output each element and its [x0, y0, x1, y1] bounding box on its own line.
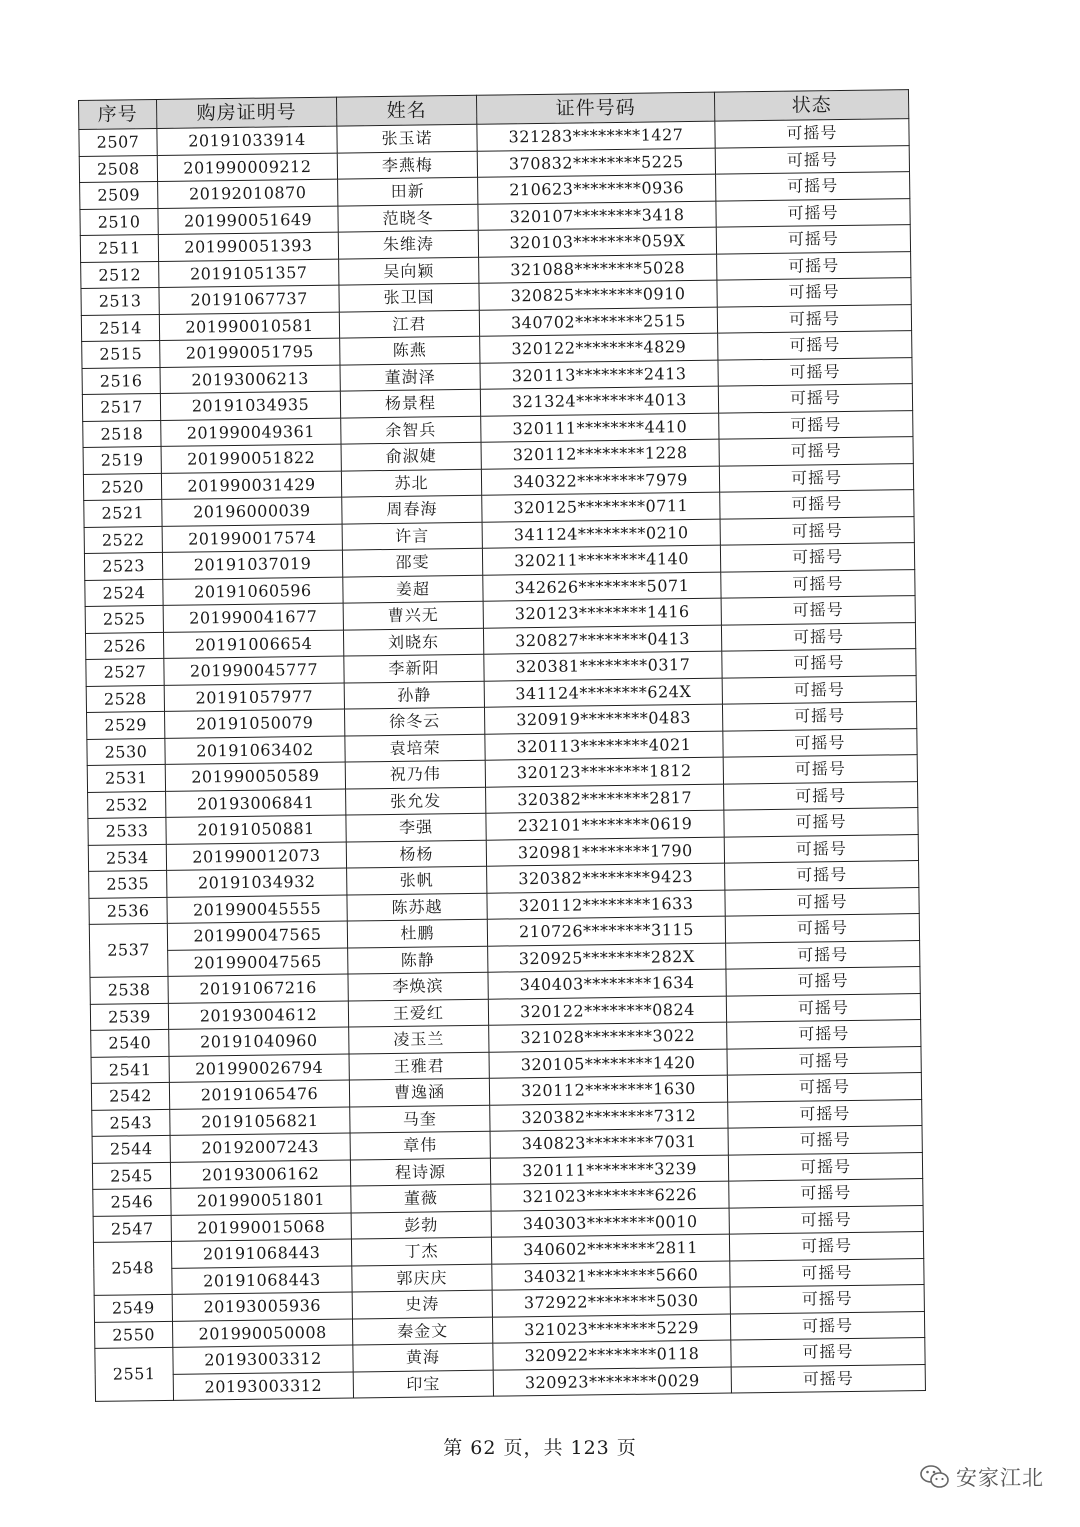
cell-status: 可摇号: [729, 1205, 923, 1234]
cell-cert-no: 20191050079: [165, 709, 345, 738]
cell-status: 可摇号: [726, 993, 920, 1022]
cell-id-no: 340322********7979: [481, 466, 719, 496]
cell-id-no: 320107********3418: [478, 201, 716, 231]
cell-id-no: 320382********9423: [487, 863, 725, 893]
cell-name: 张帆: [347, 866, 487, 894]
cell-seq: 2538: [90, 976, 168, 1004]
cell-name: 张卫国: [339, 283, 479, 311]
cell-id-no: 320122********4829: [480, 333, 718, 363]
cell-cert-no: 20191050881: [166, 815, 346, 844]
cell-seq: 2528: [86, 685, 164, 713]
cell-id-no: 320113********2413: [480, 360, 718, 390]
header-seq: 序号: [79, 99, 157, 129]
cell-seq: 2534: [88, 844, 166, 872]
cell-seq: 2535: [89, 870, 167, 898]
cell-status: 可摇号: [718, 384, 912, 413]
cell-id-no: 321028********3022: [489, 1022, 727, 1052]
cell-seq: 2533: [88, 817, 166, 845]
cell-status: 可摇号: [725, 861, 919, 890]
cell-name: 许言: [342, 522, 482, 550]
cell-status: 可摇号: [728, 1099, 922, 1128]
cell-cert-no: 20193006213: [160, 365, 340, 394]
cell-seq: 2545: [92, 1162, 170, 1190]
cell-cert-no: 201990051795: [160, 338, 340, 367]
cell-cert-no: 20191051357: [159, 259, 339, 288]
page-number: 第 62 页，共 123 页: [443, 1437, 637, 1459]
cell-name: 吴向颖: [339, 257, 479, 285]
cell-status: 可摇号: [729, 1179, 923, 1208]
table-body: [79, 119, 926, 1402]
cell-name: 郭庆庆: [352, 1264, 492, 1292]
cell-name: 凌玉兰: [349, 1025, 489, 1053]
cell-seq: 2524: [85, 579, 163, 607]
cell-name: 张允发: [346, 787, 486, 815]
cell-cert-no: 20196000039: [162, 497, 342, 526]
cell-id-no: 341124********0210: [482, 519, 720, 549]
cell-seq: 2537: [89, 923, 168, 977]
cell-cert-no: 20191034935: [160, 391, 340, 420]
cell-name: 袁培荣: [345, 734, 485, 762]
cell-id-no: 320103********059X: [478, 227, 716, 257]
cell-name: 印宝: [353, 1370, 493, 1398]
cell-id-no: 342626********5071: [483, 572, 721, 602]
cell-id-no: 320922********0118: [493, 1340, 731, 1370]
cell-id-no: 341124********624X: [484, 678, 722, 708]
cell-seq: 2527: [86, 658, 164, 686]
cell-cert-no: 201990009212: [157, 153, 337, 182]
cell-id-no: 210726********3115: [487, 916, 725, 946]
cell-status: 可摇号: [719, 437, 913, 466]
cell-name: 姜超: [343, 575, 483, 603]
cell-status: 可摇号: [716, 225, 910, 254]
cell-status: 可摇号: [722, 675, 916, 704]
cell-status: 可摇号: [725, 914, 919, 943]
cell-status: 可摇号: [720, 490, 914, 519]
cell-seq: 2519: [83, 446, 161, 474]
cell-status: 可摇号: [724, 834, 918, 863]
cell-name: 陈苏越: [347, 893, 487, 921]
cell-name: 马奎: [350, 1105, 490, 1133]
cell-seq: 2530: [87, 738, 165, 766]
cell-cert-no: 201990047565: [167, 921, 347, 950]
cell-cert-no: 20193006162: [170, 1160, 350, 1189]
cell-id-no: 320925********282X: [488, 943, 726, 973]
cell-id-no: 340321********5660: [492, 1261, 730, 1291]
cell-status: 可摇号: [720, 543, 914, 572]
cell-status: 可摇号: [718, 331, 912, 360]
cell-status: 可摇号: [721, 596, 915, 625]
cell-id-no: 320122********0824: [488, 996, 726, 1026]
cell-seq: 2508: [79, 155, 157, 183]
cell-seq: 2551: [95, 1347, 174, 1401]
cell-cert-no: 20192007243: [170, 1133, 350, 1162]
cell-cert-no: 20191063402: [165, 736, 345, 765]
cell-name: 杜鹏: [347, 919, 487, 947]
cell-name: 王爱红: [348, 999, 488, 1027]
wechat-icon: [920, 1464, 950, 1490]
cell-name: 张玉诺: [337, 124, 477, 152]
cell-status: 可摇号: [720, 516, 914, 545]
cell-id-no: 372922********5030: [492, 1287, 730, 1317]
watermark: [920, 1462, 1044, 1492]
cell-status: 可摇号: [727, 1073, 921, 1102]
cell-seq: 2522: [84, 526, 162, 554]
cell-id-no: 320105********1420: [489, 1049, 727, 1079]
cell-name: 邵雯: [342, 548, 482, 576]
cell-seq: 2540: [91, 1029, 169, 1057]
cell-status: 可摇号: [722, 649, 916, 678]
cell-seq: 2532: [88, 791, 166, 819]
cell-cert-no: 201990051649: [158, 206, 338, 235]
cell-seq: 2526: [85, 632, 163, 660]
cell-name: 李燕梅: [337, 151, 477, 179]
cell-seq: 2507: [79, 128, 157, 156]
cell-name: 李新阳: [344, 654, 484, 682]
cell-cert-no: 20191006654: [163, 630, 343, 659]
cell-id-no: 320111********4410: [481, 413, 719, 443]
cell-id-no: 320382********7312: [490, 1102, 728, 1132]
cell-status: 可摇号: [719, 410, 913, 439]
cell-status: 可摇号: [723, 755, 917, 784]
cell-cert-no: 201990047565: [168, 948, 348, 977]
cell-name: 田新: [338, 177, 478, 205]
cell-seq: 2549: [94, 1294, 172, 1322]
cell-cert-no: 201990050008: [172, 1319, 352, 1348]
cell-id-no: 320125********0711: [482, 492, 720, 522]
cell-seq: 2517: [82, 393, 160, 421]
cell-status: 可摇号: [725, 887, 919, 916]
cell-status: 可摇号: [723, 728, 917, 757]
cell-cert-no: 201990045777: [164, 656, 344, 685]
cell-seq: 2525: [85, 605, 163, 633]
cell-cert-no: 20191056821: [170, 1107, 350, 1136]
cell-name: 徐冬云: [344, 707, 484, 735]
cell-name: 李强: [346, 813, 486, 841]
cell-cert-no: 20193003312: [173, 1345, 353, 1374]
cell-cert-no: 201990049361: [161, 418, 341, 447]
cell-name: 杨杨: [346, 840, 486, 868]
cell-status: 可摇号: [716, 198, 910, 227]
cell-seq: 2536: [89, 897, 167, 925]
cell-id-no: 320113********4021: [485, 731, 723, 761]
cell-cert-no: 20193003312: [173, 1372, 353, 1401]
cell-name: 祝乃伟: [345, 760, 485, 788]
cell-name: 孙静: [344, 681, 484, 709]
cell-status: 可摇号: [730, 1258, 924, 1287]
cell-cert-no: 20191057977: [164, 683, 344, 712]
cell-cert-no: 20191065476: [169, 1080, 349, 1109]
cell-seq: 2529: [87, 711, 165, 739]
cell-status: 可摇号: [727, 1046, 921, 1075]
cell-status: 可摇号: [728, 1126, 922, 1155]
cell-status: 可摇号: [730, 1311, 924, 1340]
cell-cert-no: 201990012073: [166, 842, 346, 871]
cell-id-no: 340602********2811: [491, 1234, 729, 1264]
cell-name: 曹逸涵: [349, 1078, 489, 1106]
cell-id-no: 321023********5229: [492, 1314, 730, 1344]
cell-cert-no: 201990017574: [162, 524, 342, 553]
cell-seq: 2543: [92, 1109, 170, 1137]
cell-seq: 2531: [87, 764, 165, 792]
cell-seq: 2516: [82, 367, 160, 395]
cell-status: 可摇号: [715, 145, 909, 174]
cell-cert-no: 20191034932: [167, 868, 347, 897]
cell-name: 丁杰: [351, 1237, 491, 1265]
cell-id-no: 210623********0936: [478, 174, 716, 204]
cell-name: 董薇: [351, 1184, 491, 1212]
cell-seq: 2514: [81, 314, 159, 342]
header-name: 姓名: [336, 95, 476, 126]
cell-id-no: 232101********0619: [486, 810, 724, 840]
cell-status: 可摇号: [722, 702, 916, 731]
cell-seq: 2521: [84, 499, 162, 527]
cell-id-no: 320827********0413: [483, 625, 721, 655]
cell-status: 可摇号: [724, 808, 918, 837]
cell-id-no: 320111********3239: [490, 1155, 728, 1185]
cell-id-no: 340303********0010: [491, 1208, 729, 1238]
cell-id-no: 320382********2817: [486, 784, 724, 814]
cell-seq: 2512: [81, 261, 159, 289]
cell-name: 周春海: [342, 495, 482, 523]
cell-status: 可摇号: [717, 304, 911, 333]
cell-name: 李焕滨: [348, 972, 488, 1000]
cell-name: 曹兴无: [343, 601, 483, 629]
cell-status: 可摇号: [718, 357, 912, 386]
cell-id-no: 320825********0910: [479, 280, 717, 310]
cell-cert-no: 20192010870: [158, 179, 338, 208]
cell-name: 刘晓东: [343, 628, 483, 656]
cell-name: 陈燕: [340, 336, 480, 364]
cell-status: 可摇号: [721, 569, 915, 598]
cell-id-no: 320211********4140: [482, 545, 720, 575]
cell-seq: 2518: [83, 420, 161, 448]
cell-cert-no: 20191060596: [163, 577, 343, 606]
cell-id-no: 321023********6226: [491, 1181, 729, 1211]
cell-seq: 2541: [91, 1056, 169, 1084]
cell-cert-no: 201990026794: [169, 1054, 349, 1083]
cell-name: 程诗源: [350, 1158, 490, 1186]
cell-seq: 2509: [80, 181, 158, 209]
cell-id-no: 320923********0029: [493, 1367, 731, 1397]
cell-id-no: 320919********0483: [484, 704, 722, 734]
cell-name: 王雅君: [349, 1052, 489, 1080]
cell-id-no: 320381********0317: [484, 651, 722, 681]
cell-seq: 2523: [84, 552, 162, 580]
cell-cert-no: 201990045555: [167, 895, 347, 924]
cell-id-no: 320112********1228: [481, 439, 719, 469]
purchase-eligibility-table: [78, 89, 926, 1402]
cell-status: 可摇号: [717, 278, 911, 307]
cell-cert-no: 20193005936: [172, 1292, 352, 1321]
cell-seq: 2511: [80, 234, 158, 262]
cell-name: 董澍泽: [340, 363, 480, 391]
cell-cert-no: 20191040960: [169, 1027, 349, 1056]
cell-status: 可摇号: [726, 940, 920, 969]
cell-name: 苏北: [341, 469, 481, 497]
cell-id-no: 320112********1633: [487, 890, 725, 920]
cell-seq: 2542: [91, 1082, 169, 1110]
cell-seq: 2515: [82, 340, 160, 368]
document-scan: [78, 89, 925, 1402]
cell-cert-no: 201990051822: [161, 444, 341, 473]
cell-cert-no: 201990010581: [159, 312, 339, 341]
cell-cert-no: 20193006841: [166, 789, 346, 818]
cell-cert-no: 201990051393: [158, 232, 338, 261]
cell-id-no: 320112********1630: [489, 1075, 727, 1105]
cell-seq: 2513: [81, 287, 159, 315]
header-id-no: 证件号码: [476, 92, 714, 124]
cell-cert-no: 20191068443: [172, 1266, 352, 1295]
cell-status: 可摇号: [724, 781, 918, 810]
cell-id-no: 340823********7031: [490, 1128, 728, 1158]
cell-status: 可摇号: [729, 1232, 923, 1261]
cell-cert-no: 20191068443: [171, 1239, 351, 1268]
cell-name: 秦金文: [352, 1317, 492, 1345]
cell-name: 范晓冬: [338, 204, 478, 232]
cell-cert-no: 201990051801: [171, 1186, 351, 1215]
cell-name: 杨景程: [340, 389, 480, 417]
cell-id-no: 320123********1416: [483, 598, 721, 628]
cell-cert-no: 20191067737: [159, 285, 339, 314]
cell-seq: 2546: [93, 1188, 171, 1216]
cell-id-no: 340403********1634: [488, 969, 726, 999]
cell-seq: 2539: [90, 1003, 168, 1031]
cell-name: 朱维涛: [338, 230, 478, 258]
cell-seq: 2547: [93, 1215, 171, 1243]
cell-cert-no: 201990015068: [171, 1213, 351, 1242]
cell-cert-no: 20193004612: [168, 1001, 348, 1030]
cell-cert-no: 201990031429: [161, 471, 341, 500]
cell-status: 可摇号: [731, 1364, 925, 1393]
cell-id-no: 320123********1812: [485, 757, 723, 787]
cell-name: 陈静: [348, 946, 488, 974]
cell-cert-no: 20191067216: [168, 974, 348, 1003]
cell-status: 可摇号: [721, 622, 915, 651]
cell-status: 可摇号: [730, 1285, 924, 1314]
cell-status: 可摇号: [726, 967, 920, 996]
cell-name: 章伟: [350, 1131, 490, 1159]
cell-name: 史涛: [352, 1290, 492, 1318]
cell-status: 可摇号: [716, 172, 910, 201]
cell-name: 江君: [339, 310, 479, 338]
cell-cert-no: 20191033914: [157, 126, 337, 155]
cell-status: 可摇号: [719, 463, 913, 492]
cell-status: 可摇号: [727, 1020, 921, 1049]
cell-id-no: 340702********2515: [479, 307, 717, 337]
cell-name: 黄海: [353, 1343, 493, 1371]
header-status: 状态: [714, 90, 908, 122]
cell-status: 可摇号: [715, 119, 909, 148]
cell-seq: 2544: [92, 1135, 170, 1163]
cell-status: 可摇号: [731, 1338, 925, 1367]
cell-cert-no: 201990041677: [163, 603, 343, 632]
cell-id-no: 321324********4013: [480, 386, 718, 416]
cell-seq: 2520: [83, 473, 161, 501]
cell-seq: 2510: [80, 208, 158, 236]
cell-id-no: 320981********1790: [486, 837, 724, 867]
cell-name: 俞淑婕: [341, 442, 481, 470]
cell-status: 可摇号: [728, 1152, 922, 1181]
cell-name: 彭勃: [351, 1211, 491, 1239]
cell-cert-no: 201990050589: [165, 762, 345, 791]
cell-name: 余智兵: [341, 416, 481, 444]
cell-cert-no: 20191037019: [162, 550, 342, 579]
cell-id-no: 370832********5225: [477, 148, 715, 178]
header-cert-no: 购房证明号: [156, 97, 336, 128]
cell-seq: 2550: [94, 1321, 172, 1349]
cell-id-no: 321088********5028: [479, 254, 717, 284]
cell-status: 可摇号: [717, 251, 911, 280]
cell-seq: 2548: [93, 1241, 172, 1295]
watermark-text: 安家江北: [956, 1466, 1044, 1490]
cell-id-no: 321283********1427: [477, 121, 715, 151]
